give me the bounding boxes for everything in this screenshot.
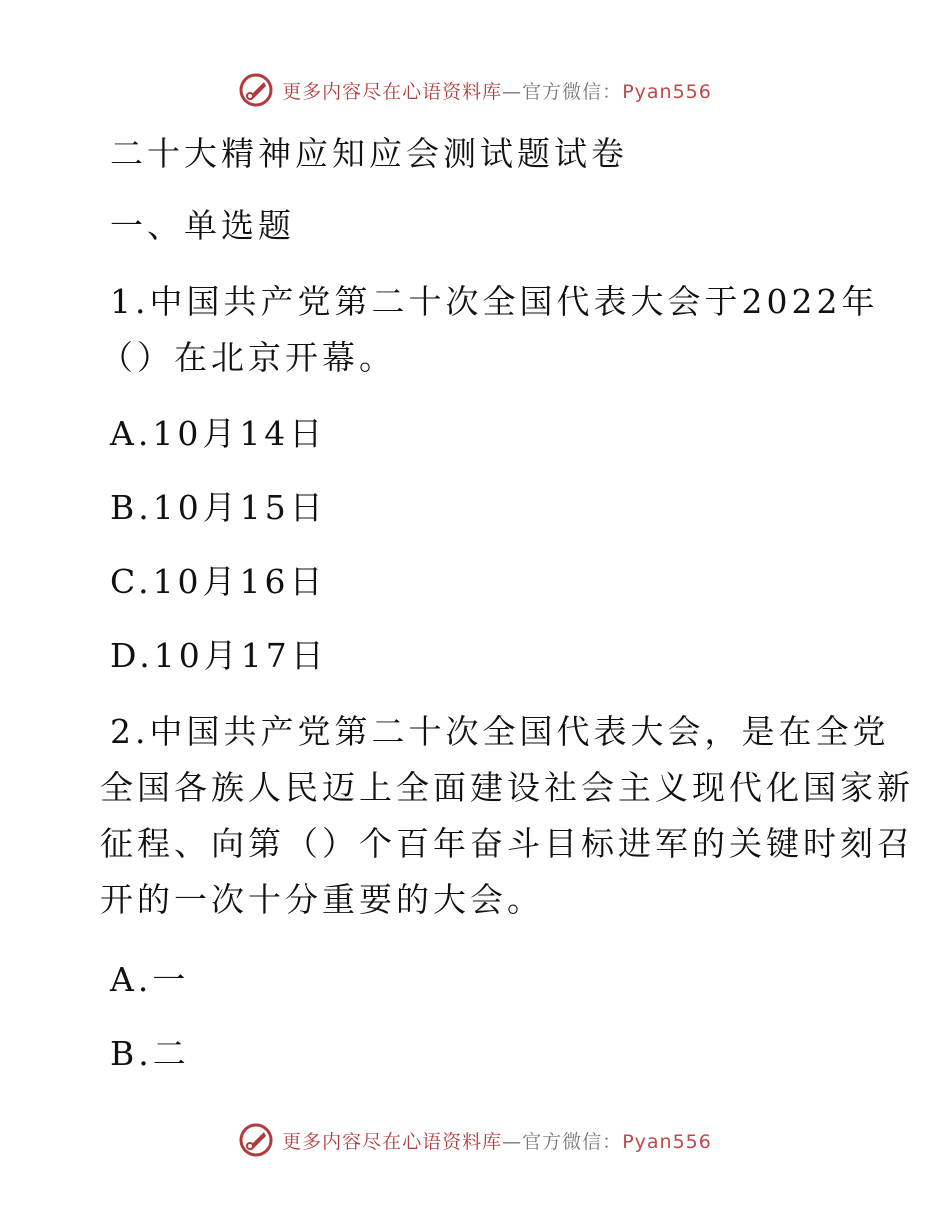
watermark-wechat-label: 官方微信：	[522, 1130, 623, 1153]
question-1-option-b: B.10月15日	[110, 488, 327, 527]
question-1-option-c: C.10月16日	[110, 562, 327, 601]
watermark-brand: 更多内容尽在心语资料库	[282, 1130, 503, 1153]
question-1-line-2: （）在北京开幕。	[100, 338, 396, 377]
watermark-dash: —	[502, 1130, 523, 1153]
footer-watermark	[0, 1120, 950, 1160]
watermark-wechat-id: Pyan556	[622, 1130, 712, 1153]
question-2-option-b: B.二	[110, 1034, 190, 1073]
question-2-line-4: 开的一次十分重要的大会。	[100, 880, 544, 919]
question-2-line-3: 征程、向第（）个百年奋斗目标进军的关键时刻召	[100, 824, 914, 863]
question-1-option-a: A.10月14日	[110, 414, 327, 453]
watermark-text	[282, 1127, 712, 1154]
section-heading: 一、单选题	[110, 206, 295, 245]
watermark-brand: 更多内容尽在心语资料库	[282, 80, 503, 103]
question-1-line-1: 1.中国共产党第二十次全国代表大会于2022年	[110, 282, 879, 321]
quill-logo-icon	[238, 1122, 274, 1158]
quill-logo-icon	[238, 72, 274, 108]
question-2-option-a: A.一	[110, 960, 190, 999]
watermark-dash: —	[502, 80, 523, 103]
watermark-text	[282, 77, 712, 104]
question-2-line-2: 全国各族人民迈上全面建设社会主义现代化国家新	[100, 768, 914, 807]
watermark-wechat-id: Pyan556	[622, 80, 712, 103]
question-2-line-1: 2.中国共产党第二十次全国代表大会，是在全党	[110, 712, 890, 751]
header-watermark	[0, 70, 950, 110]
document-title: 二十大精神应知应会测试题试卷	[110, 134, 628, 173]
question-1-option-d: D.10月17日	[110, 636, 328, 675]
watermark-wechat-label: 官方微信：	[522, 80, 623, 103]
